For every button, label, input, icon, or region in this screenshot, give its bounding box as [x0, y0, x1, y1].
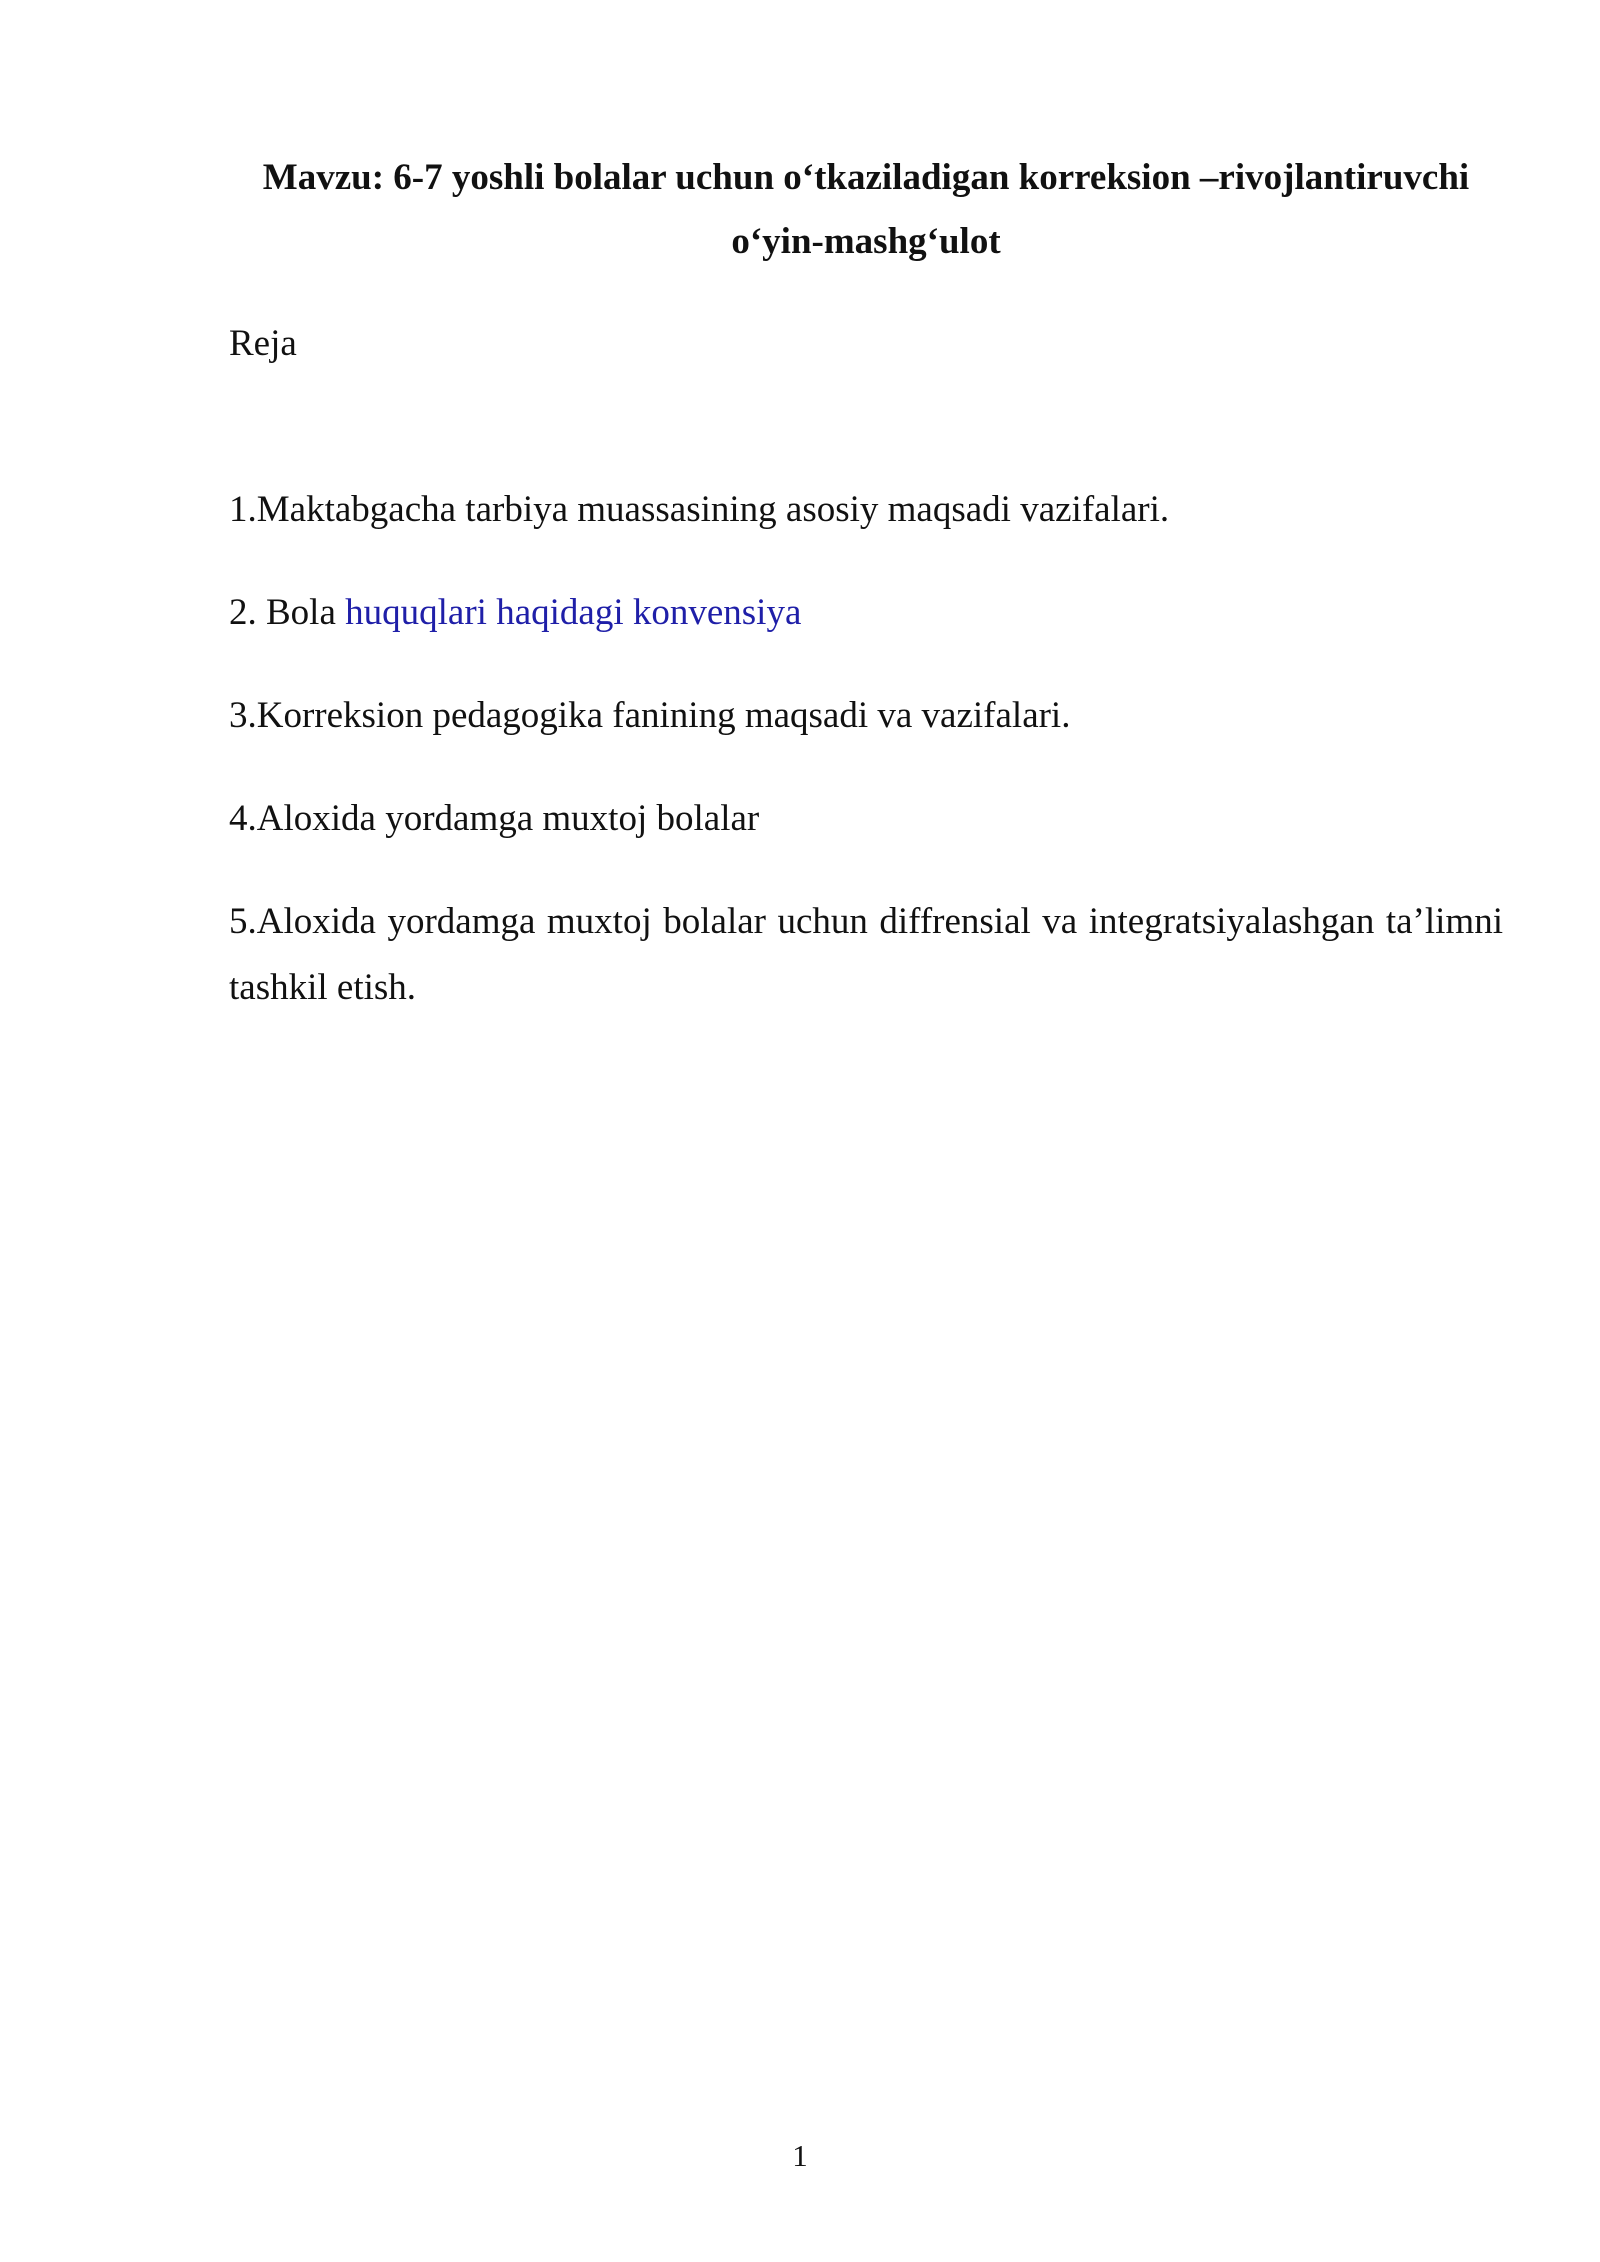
title-line-2: o‘yin-mashg‘ulot: [731, 221, 1001, 262]
title-line-1: Mavzu: 6-7 yoshli bolalar uchun o‘tkaziladigan korreksion –rivojlantiruvchi: [262, 157, 1470, 198]
plan-item-5: 5.Aloxida yordamga muxtoj bolalar uchun diffrensial va integratsiyalashgan ta’limni tashkil etish.: [229, 901, 1503, 1008]
document-title: [230, 146, 1502, 274]
plan-item-2-prefix: 2. Bola: [229, 592, 346, 633]
page-number: 1: [792, 2138, 808, 2173]
plan-item-1: 1.Maktabgacha tarbiya muassasining asosiy maqsadi vazifalari.: [229, 489, 1170, 530]
plan-item-4: 4.Aloxida yordamga muxtoj bolalar: [229, 798, 760, 839]
plan-item-3: 3.Korreksion pedagogika fanining maqsadi va vazifalari.: [229, 695, 1071, 736]
convention-link[interactable]: huquqlari haqidagi konvensiya: [345, 592, 802, 633]
plan-list: [229, 484, 1503, 1072]
plan-item-2: [229, 587, 1503, 639]
plan-heading: Reja: [229, 323, 297, 364]
